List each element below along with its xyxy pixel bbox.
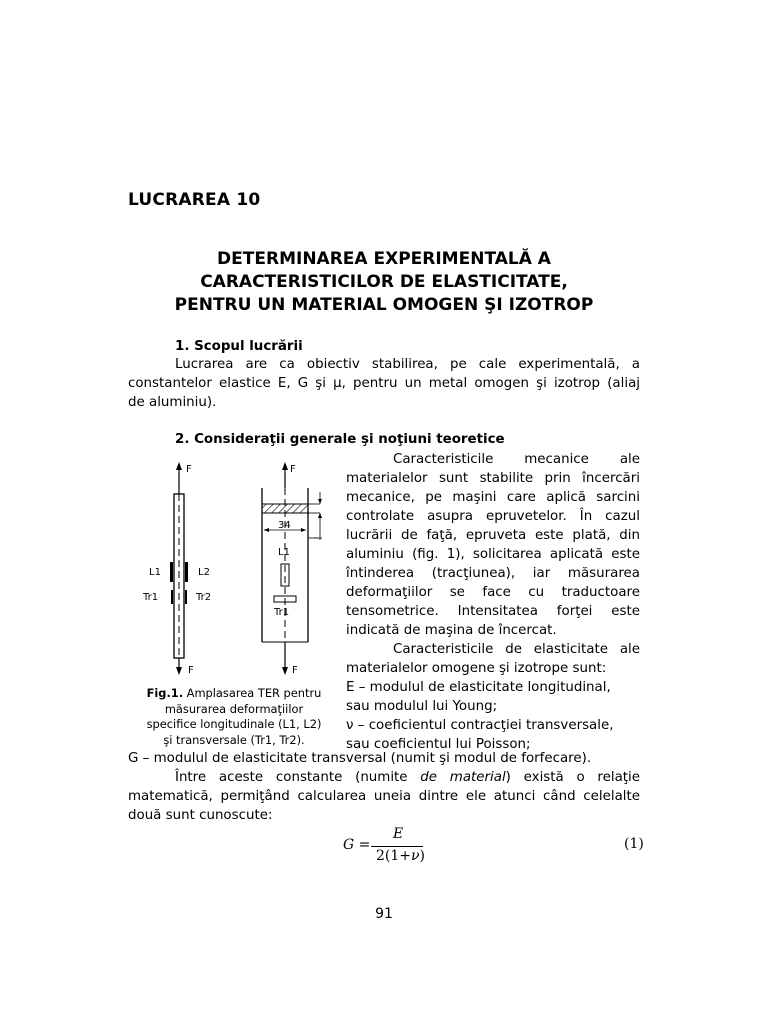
paragraph-line: aluminiu (fig. 1), solicitarea aplicată este: [346, 547, 640, 562]
side-view-specimen: [170, 462, 188, 675]
paragraph-line: E – modulul de elasticitate longitudinal,: [346, 680, 611, 695]
caption-line: şi transversale (Tr1, Tr2).: [163, 732, 305, 747]
caption-line: măsurarea deformaţiilor: [164, 701, 304, 716]
section-1-paragraph: [128, 355, 640, 412]
section-2-right-column: [346, 450, 640, 754]
paragraph-line: întinderea (tracţiunea), iar măsurarea: [346, 566, 640, 581]
title-line: PENTRU UN MATERIAL OMOGEN ŞI IZOTROP: [174, 295, 594, 315]
label-tr1-front: Tr1: [274, 607, 290, 618]
document-title: [128, 248, 640, 317]
label-tr1-side: Tr1: [143, 592, 159, 603]
paragraph-line: de aluminiu).: [128, 395, 217, 410]
paragraph-line: materialelor sunt stabilite prin încercări: [346, 471, 640, 486]
formula-numerator: E: [393, 826, 404, 842]
page-number: 91: [375, 906, 393, 922]
caption-line: specifice longitudinale (L1, L2): [146, 717, 322, 731]
paragraph-line: Caracteristicile de elasticitate ale: [393, 642, 640, 657]
section-2-full-paragraph: [128, 749, 640, 825]
paragraph-line: matematică, permiţând calcularea uneia dintre ele atunci când celelalte: [128, 789, 640, 804]
force-label-bottom-right: F: [292, 665, 298, 676]
paragraph-line: tensometrice. Intensitatea forţei este: [346, 604, 640, 619]
figure-1-caption: [128, 686, 340, 748]
label-width-dimension: 34: [278, 520, 291, 531]
caption-line: Amplasarea TER pentru: [183, 686, 322, 700]
paragraph-line: două sunt cunoscute:: [128, 808, 273, 823]
paragraph-line: ν – coeficientul contracţiei transversale,: [346, 718, 614, 733]
italic-term: de material: [420, 770, 506, 785]
chapter-heading: LUCRAREA 10: [128, 190, 261, 210]
formula-lhs: G =: [343, 837, 371, 853]
formula-denominator: [376, 848, 425, 864]
caption-label: Fig.1.: [146, 686, 184, 700]
force-label-top-left: F: [186, 464, 192, 475]
title-line: CARACTERISTICILOR DE ELASTICITATE,: [200, 272, 568, 292]
paragraph-line: controlate asupra epruvetelor. În cazul: [346, 509, 640, 524]
paragraph-line: constantelor elastice E, G şi μ, pentru un metal omogen şi izotrop (aliaj: [128, 376, 640, 391]
denominator-part: 2(1+: [376, 848, 412, 864]
paragraph-line: deformaţiilor se face cu traductoare: [346, 585, 640, 600]
title-line: DETERMINAREA EXPERIMENTALĂ A: [217, 249, 551, 269]
label-l1-front: L1: [278, 547, 290, 558]
figure-1: [128, 458, 340, 683]
force-label-top-right: F: [290, 464, 296, 475]
paragraph-line: materialelor omogene şi izotrope sunt:: [346, 661, 607, 676]
fraction-bar: [371, 846, 423, 847]
label-l1-side: L1: [149, 567, 161, 578]
paragraph-line: sau coeficientul lui Poisson;: [346, 737, 531, 752]
paragraph-line: Lucrarea are ca obiectiv stabilirea, pe cale experimentală, a: [175, 357, 640, 372]
force-label-bottom-left: F: [188, 665, 194, 676]
text-run: ) există o relaţie: [505, 770, 640, 785]
paragraph-line: Caracteristicile mecanice ale: [393, 452, 640, 467]
paragraph-line: mecanice, pe maşini care aplică sarcini: [346, 490, 640, 505]
paragraph-line: indicată de maşina de încercat.: [346, 623, 557, 638]
equation-number: (1): [624, 836, 644, 852]
formula-1: [343, 826, 453, 866]
denominator-variable: ν: [411, 848, 420, 864]
paragraph-line: G – modulul de elasticitate transversal (numit şi modul de forfecare).: [128, 751, 592, 766]
front-view-specimen: [262, 462, 322, 675]
paragraph-line: sau modulul lui Young;: [346, 699, 498, 714]
section-1-heading: 1. Scopul lucrării: [175, 339, 303, 354]
paragraph-line: [175, 768, 640, 787]
paragraph-line: lucrării de faţă, epruveta este plată, din: [346, 528, 640, 543]
denominator-part: ): [419, 848, 425, 864]
text-run: Între aceste constante (numite: [175, 770, 421, 785]
label-l2-side: L2: [198, 567, 210, 578]
section-2-heading: 2. Consideraţii generale şi noţiuni teoretice: [175, 432, 505, 447]
label-tr2-side: Tr2: [196, 592, 212, 603]
specimen-diagram: [128, 458, 340, 683]
